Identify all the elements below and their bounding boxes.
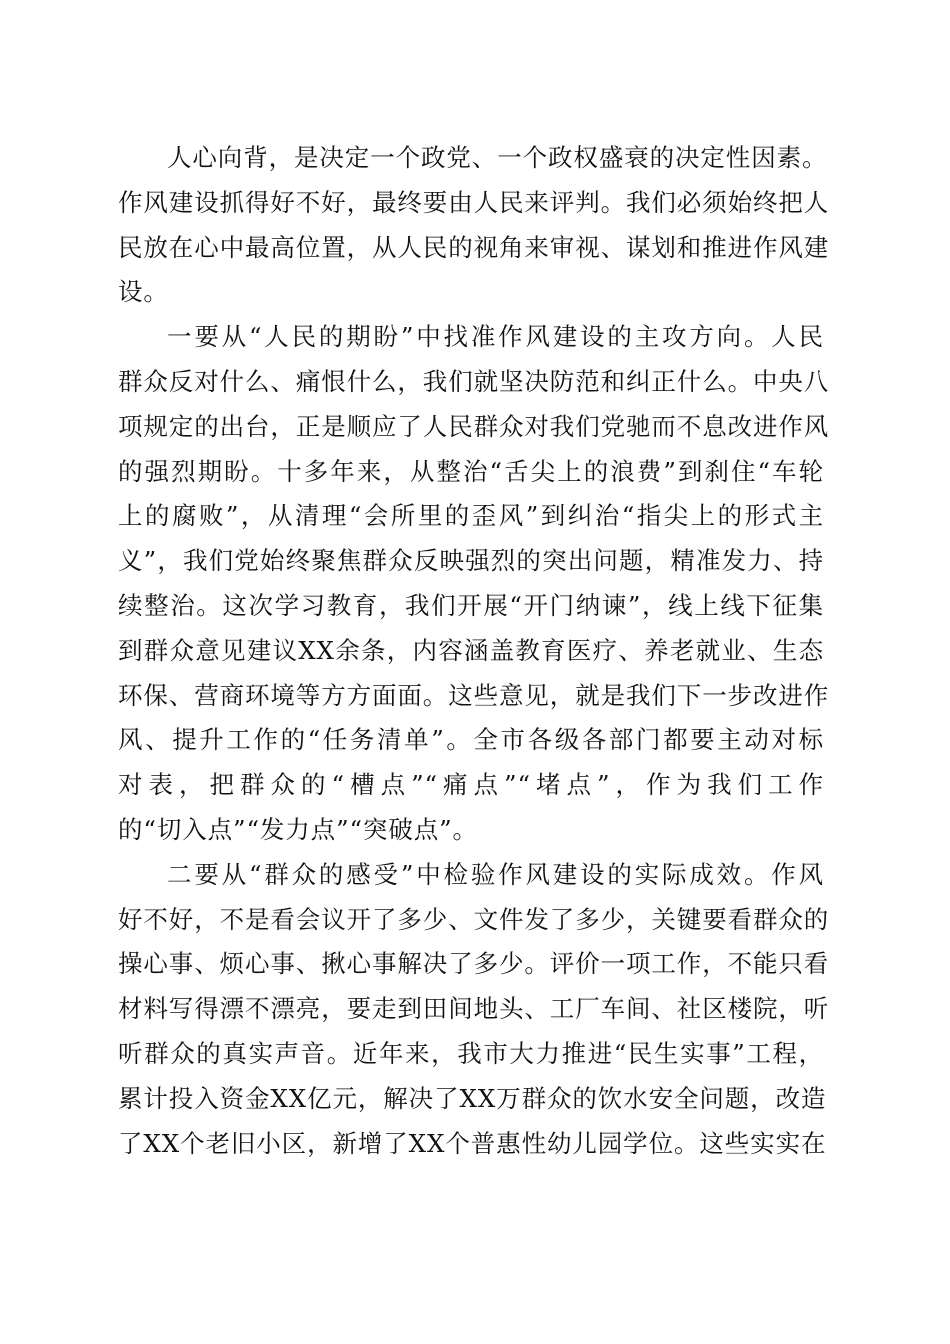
text-line: 义”，我们党始终聚焦群众反映强烈的突出问题，精准发力、持 xyxy=(118,546,824,576)
text-line: 了XX个老旧小区，新增了XX个普惠性幼儿园学位。这些实实在 xyxy=(118,1128,827,1158)
text-line: 累计投入资金XX亿元，解决了XX万群众的饮水安全问题，改造 xyxy=(118,1083,827,1113)
text-line: 对表，把群众的“槽点”“痛点”“堵点”，作为我们工作 xyxy=(118,770,824,800)
text-line: 群众反对什么、痛恨什么，我们就坚决防范和纠正什么。中央八 xyxy=(118,366,830,396)
text-line: 一要从“人民的期盼”中找准作风建设的主攻方向。人民 xyxy=(167,322,824,352)
document-page xyxy=(118,136,830,1166)
text-line: 上的腐败”，从清理“会所里的歪风”到纠治“指尖上的形式主 xyxy=(118,501,824,531)
paragraph-2 xyxy=(118,315,830,853)
text-line: 环保、营商环境等方方面面。这些意见，就是我们下一步改进作 xyxy=(118,680,830,710)
paragraph-1 xyxy=(118,136,830,315)
text-line: 续整治。这次学习教育，我们开展“开门纳谏”，线上线下征集 xyxy=(118,590,824,620)
text-line: 设。 xyxy=(118,277,169,307)
text-line: 材料写得漂不漂亮，要走到田间地头、工厂车间、社区楼院，听 xyxy=(118,994,830,1024)
text-line: 作风建设抓得好不好，最终要由人民来评判。我们必须始终把人 xyxy=(118,187,830,217)
text-line: 的强烈期盼。十多年来，从整治“舌尖上的浪费”到刹住“车轮 xyxy=(118,456,824,486)
text-line: 听群众的真实声音。近年来，我市大力推进“民生实事”工程， xyxy=(118,1038,824,1068)
text-line: 项规定的出台，正是顺应了人民群众对我们党驰而不息改进作风 xyxy=(118,411,830,441)
text-line: 二要从“群众的感受”中检验作风建设的实际成效。作风 xyxy=(167,859,824,889)
text-line: 的“切入点”“发力点”“突破点”。 xyxy=(118,814,478,844)
text-line: 人心向背，是决定一个政党、一个政权盛衰的决定性因素。 xyxy=(167,143,828,172)
text-line: 好不好，不是看会议开了多少、文件发了多少，关键要看群众的 xyxy=(118,904,830,934)
text-line: 风、提升工作的“任务清单”。全市各级各部门都要主动对标 xyxy=(118,725,824,755)
text-line: 民放在心中最高位置，从人民的视角来审视、谋划和推进作风建 xyxy=(118,232,830,262)
text-line: 到群众意见建议XX余条，内容涵盖教育医疗、养老就业、生态 xyxy=(118,635,824,665)
paragraph-3 xyxy=(118,853,830,1167)
text-line: 操心事、烦心事、揪心事解决了多少。评价一项工作，不能只看 xyxy=(118,949,830,979)
